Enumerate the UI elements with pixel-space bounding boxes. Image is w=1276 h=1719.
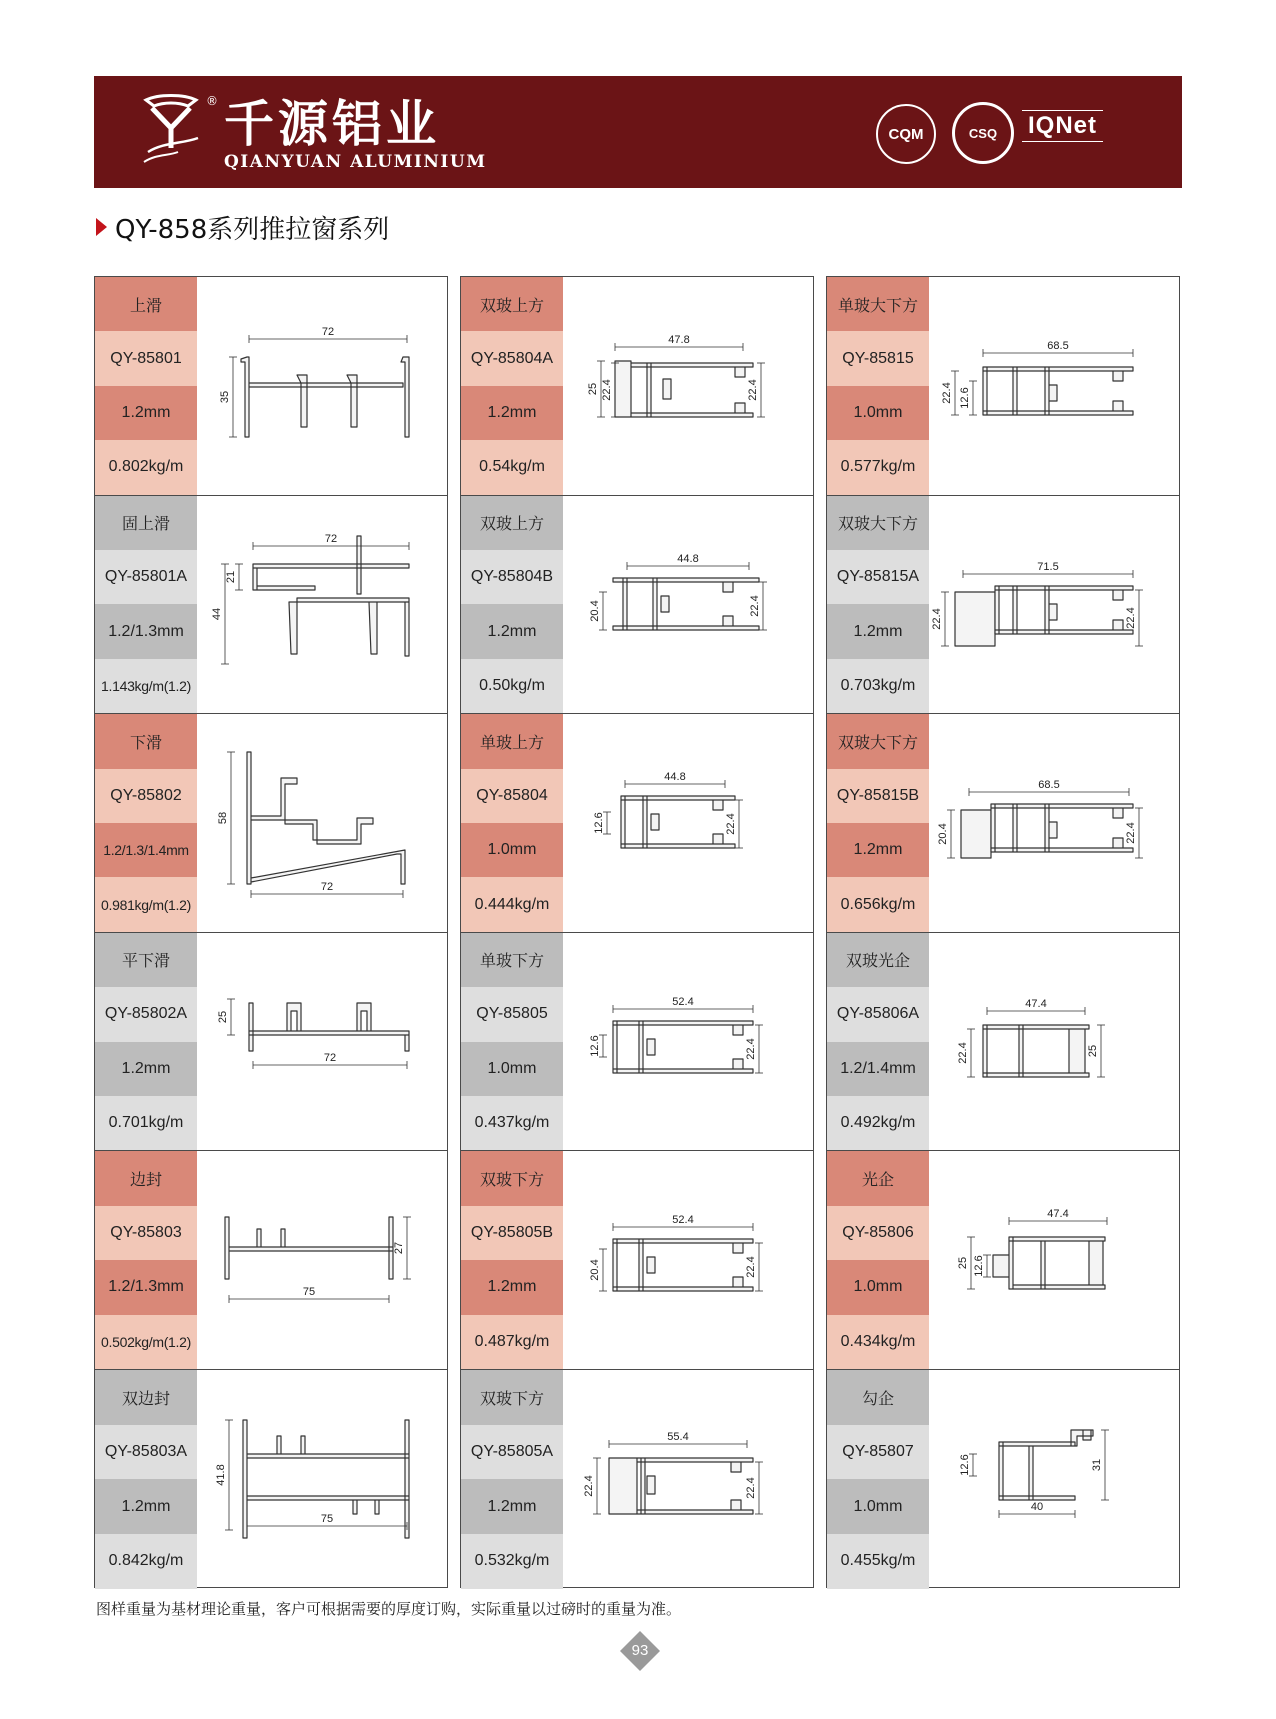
- profile-name: 双玻大下方: [827, 714, 929, 768]
- brand-name-cn: 千源铝业: [224, 95, 440, 153]
- profile-name: 单玻大下方: [827, 277, 929, 331]
- profile-info: [95, 277, 197, 495]
- profile-drawing-icon: [929, 933, 1179, 1151]
- profile-thickness: 1.2/1.3mm: [95, 604, 197, 658]
- profile-drawing: [563, 1370, 813, 1589]
- profile-thickness: 1.2mm: [461, 1260, 563, 1314]
- profile-drawing-icon: [563, 496, 813, 714]
- profile-info: [827, 1151, 929, 1369]
- profile-info: [827, 277, 929, 495]
- profile-card: [461, 933, 813, 1152]
- profile-drawing: [563, 496, 813, 714]
- profile-info: [827, 933, 929, 1151]
- dimension-label: 27: [393, 1242, 405, 1255]
- profile-drawing: [563, 1151, 813, 1369]
- profile-weight: 1.143kg/m(1.2): [95, 659, 197, 713]
- profile-weight: 0.577kg/m: [827, 440, 929, 494]
- profile-card: [827, 714, 1179, 933]
- profile-thickness: 1.2mm: [461, 604, 563, 658]
- profile-card: [95, 277, 447, 496]
- profile-card: [95, 714, 447, 933]
- profile-drawing-icon: [929, 714, 1179, 932]
- profile-card: [95, 496, 447, 715]
- profile-column-1: [94, 276, 448, 1588]
- dimension-label: 12.6: [973, 1255, 985, 1278]
- profile-thickness: 1.0mm: [827, 1260, 929, 1314]
- profile-name: 上滑: [95, 277, 197, 331]
- dimension-label: 22.4: [1125, 822, 1137, 844]
- dimension-label: 44.8: [664, 771, 686, 784]
- profile-thickness: 1.2/1.3mm: [95, 1260, 197, 1314]
- profile-card: [827, 277, 1179, 496]
- profile-drawing-icon: [197, 1370, 447, 1588]
- profile-drawing-icon: [197, 277, 447, 495]
- profile-info: [461, 714, 563, 932]
- profile-drawing-icon: [929, 277, 1179, 495]
- profile-info: [461, 277, 563, 495]
- profile-outline: [991, 804, 1133, 852]
- profile-name: 边封: [95, 1151, 197, 1205]
- profile-card: [827, 496, 1179, 715]
- dimension-label: 47.4: [1047, 1208, 1069, 1221]
- profile-card: [461, 277, 813, 496]
- dimension-label: 71.5: [1037, 560, 1059, 573]
- profile-code: QY-85801: [95, 331, 197, 385]
- profile-weight: 0.455kg/m: [827, 1534, 929, 1589]
- profile-weight: 0.532kg/m: [461, 1534, 563, 1589]
- dimension-label: 31: [1091, 1458, 1103, 1472]
- profile-drawing: [197, 1370, 447, 1589]
- dimension-label: 22.4: [957, 1042, 969, 1064]
- profile-drawing-icon: [929, 1370, 1179, 1588]
- profile-drawing: [197, 277, 447, 495]
- profile-thickness: 1.2mm: [95, 386, 197, 440]
- profile-thickness: 1.0mm: [461, 823, 563, 877]
- dimension-label: 75: [302, 1286, 316, 1299]
- dimension-label: 75: [320, 1512, 334, 1525]
- profile-code: QY-85815A: [827, 550, 929, 604]
- profile-outline: [613, 578, 759, 630]
- dimension-label: 72: [321, 326, 335, 338]
- profile-thickness: 1.2/1.4mm: [827, 1042, 929, 1096]
- profile-code: QY-85815B: [827, 769, 929, 823]
- profile-drawing: [563, 714, 813, 932]
- profile-info: [827, 1370, 929, 1589]
- dimension-label: 22.4: [725, 813, 737, 835]
- dimension-label: 20.4: [589, 1259, 601, 1282]
- dimension-label: 47.8: [668, 334, 690, 346]
- profile-code: QY-85805B: [461, 1206, 563, 1260]
- profile-drawing-icon: [563, 277, 813, 495]
- dimension-label: 22.4: [747, 379, 759, 401]
- profile-name: 光企: [827, 1151, 929, 1205]
- title-arrow-icon: [96, 218, 107, 236]
- dimension-label: 44.8: [677, 552, 699, 565]
- dimension-label: 22.4: [931, 607, 943, 630]
- brand-name-en: QIANYUAN ALUMINIUM: [224, 152, 487, 172]
- profile-name: 下滑: [95, 714, 197, 768]
- profile-drawing-icon: [563, 714, 813, 932]
- dimension-label: 12.6: [589, 1035, 601, 1057]
- profile-weight: 0.981kg/m(1.2): [95, 877, 197, 931]
- profile-drawing: [929, 1151, 1179, 1369]
- dimension-label: 35: [219, 390, 231, 404]
- profile-drawing: [929, 1370, 1179, 1589]
- profile-drawing-icon: [563, 1370, 813, 1588]
- dimension-label: 55.4: [667, 1430, 689, 1443]
- profile-drawing-icon: [197, 933, 447, 1151]
- profile-drawing: [197, 933, 447, 1151]
- profile-drawing: [929, 714, 1179, 932]
- profile-outline: [613, 1239, 753, 1291]
- dimension-label: 40: [1030, 1500, 1044, 1513]
- profile-thickness: 1.2mm: [827, 823, 929, 877]
- profile-outline: [613, 1021, 753, 1073]
- profile-card: [827, 1370, 1179, 1589]
- profile-code: QY-85801A: [95, 550, 197, 604]
- profile-thickness: 1.2mm: [461, 1479, 563, 1534]
- profile-name: 双玻上方: [461, 496, 563, 550]
- cqm-cert-icon: CQM: [876, 104, 936, 164]
- dimension-label: 20.4: [937, 823, 949, 845]
- dimension-label: 22.4: [745, 1477, 757, 1499]
- profile-outline: [615, 361, 753, 417]
- dimension-label: 47.4: [1025, 997, 1047, 1010]
- profile-info: [461, 1151, 563, 1369]
- profile-outline: [983, 1025, 1089, 1077]
- dimension-label: 12.6: [959, 1454, 971, 1476]
- profile-code: QY-85803A: [95, 1425, 197, 1480]
- profile-weight: 0.842kg/m: [95, 1534, 197, 1589]
- profile-drawing-icon: [197, 714, 447, 932]
- section-title: [96, 210, 389, 244]
- profile-name: 平下滑: [95, 933, 197, 987]
- dimension-label: 25: [217, 1010, 229, 1023]
- profile-name: 单玻上方: [461, 714, 563, 768]
- dimension-label: 72: [324, 532, 338, 545]
- profile-thickness: 1.2mm: [827, 604, 929, 658]
- csq-cert-icon: CSQ: [952, 102, 1014, 164]
- dimension-label: 12.6: [593, 812, 605, 834]
- dimension-label: 12.6: [959, 387, 971, 409]
- profile-drawing-icon: [563, 933, 813, 1151]
- dimension-label: 44: [211, 607, 223, 620]
- profile-info: [461, 1370, 563, 1589]
- dimension-label: 22.4: [1125, 606, 1137, 629]
- profile-weight: 0.502kg/m(1.2): [95, 1315, 197, 1369]
- profile-thickness: 1.2mm: [461, 386, 563, 440]
- dimension-label: 22.4: [601, 379, 613, 401]
- profile-name: 固上滑: [95, 496, 197, 550]
- dimension-label: 22.4: [749, 594, 761, 617]
- profile-card: [95, 933, 447, 1152]
- profile-info: [95, 496, 197, 714]
- dimension-label: 68.5: [1038, 779, 1060, 792]
- profile-outline: [247, 752, 405, 884]
- profile-drawing: [563, 277, 813, 495]
- profile-card: [827, 933, 1179, 1152]
- profile-code: QY-85804: [461, 769, 563, 823]
- iqnet-cert-icon: IQNet: [1022, 110, 1103, 142]
- profile-card: [461, 714, 813, 933]
- profile-column-3: [826, 276, 1180, 1588]
- profile-card: [461, 1370, 813, 1589]
- profile-outline: [983, 367, 1133, 415]
- dimension-label: 52.4: [672, 995, 694, 1008]
- profile-drawing: [563, 933, 813, 1151]
- dimension-label: 22.4: [745, 1038, 757, 1060]
- profile-name: 双玻光企: [827, 933, 929, 987]
- profile-outline: [995, 586, 1133, 634]
- qianyuan-logo-icon: [138, 92, 204, 164]
- profile-card: [461, 1151, 813, 1370]
- profile-weight: 0.50kg/m: [461, 659, 563, 713]
- profile-code: QY-85806: [827, 1206, 929, 1260]
- profile-code: QY-85804A: [461, 331, 563, 385]
- dimension-label: 41.8: [215, 1464, 227, 1486]
- dimension-label: 25: [587, 382, 599, 396]
- profile-code: QY-85803: [95, 1206, 197, 1260]
- dimension-label: 22.4: [583, 1475, 595, 1497]
- profile-info: [461, 933, 563, 1151]
- profile-name: 双玻大下方: [827, 496, 929, 550]
- profile-weight: 0.492kg/m: [827, 1096, 929, 1150]
- profile-info: [827, 714, 929, 932]
- profile-name: 双玻下方: [461, 1151, 563, 1205]
- profile-weight: 0.434kg/m: [827, 1315, 929, 1369]
- profile-name: 双边封: [95, 1370, 197, 1425]
- profile-code: QY-85805: [461, 987, 563, 1041]
- profile-weight: 0.656kg/m: [827, 877, 929, 931]
- profile-column-2: [460, 276, 814, 1588]
- profile-outline: [955, 592, 995, 646]
- profile-name: 双玻上方: [461, 277, 563, 331]
- profile-name: 双玻下方: [461, 1370, 563, 1425]
- profile-weight: 0.487kg/m: [461, 1315, 563, 1369]
- dimension-label: 72: [323, 1051, 337, 1064]
- profile-drawing-icon: [563, 1151, 813, 1369]
- profile-card: [461, 496, 813, 715]
- profile-outline: [241, 357, 409, 437]
- profile-drawing: [197, 1151, 447, 1369]
- profile-drawing: [197, 714, 447, 932]
- profile-weight: 0.802kg/m: [95, 440, 197, 494]
- profile-outline: [961, 810, 991, 858]
- profile-weight: 0.54kg/m: [461, 440, 563, 494]
- profile-outline: [621, 796, 735, 848]
- profile-code: QY-85804B: [461, 550, 563, 604]
- profile-drawing: [929, 933, 1179, 1151]
- profile-code: QY-85815: [827, 331, 929, 385]
- dimension-label: 68.5: [1047, 340, 1069, 352]
- dimension-label: 58: [217, 812, 229, 825]
- profile-name: 勾企: [827, 1370, 929, 1425]
- profile-thickness: 1.0mm: [461, 1042, 563, 1096]
- profile-outline: [993, 1237, 1105, 1289]
- dimension-label: 52.4: [672, 1214, 694, 1227]
- footnote: 图样重量为基材理论重量，客户可根据需要的厚度订购，实际重量以过磅时的重量为准。: [96, 1600, 682, 1618]
- profile-thickness: 1.0mm: [827, 386, 929, 440]
- profile-drawing-icon: [197, 496, 447, 714]
- profile-thickness: 1.2mm: [95, 1479, 197, 1534]
- page-number: 93: [631, 1642, 649, 1659]
- profile-code: QY-85807: [827, 1425, 929, 1480]
- dimension-label: 25: [1087, 1044, 1099, 1057]
- registered-mark: ®: [206, 94, 218, 108]
- section-title-text: QY-858系列推拉窗系列: [115, 214, 390, 245]
- profile-outline: [249, 1003, 409, 1051]
- profile-weight: 0.444kg/m: [461, 877, 563, 931]
- profile-drawing-icon: [929, 496, 1179, 714]
- profile-name: 单玻下方: [461, 933, 563, 987]
- dimension-label: 72: [320, 881, 334, 894]
- profile-info: [95, 933, 197, 1151]
- dimension-label: 22.4: [941, 382, 953, 404]
- profile-info: [95, 1370, 197, 1589]
- profile-thickness: 1.0mm: [827, 1479, 929, 1534]
- profile-outline: [999, 1430, 1093, 1500]
- profile-drawing: [197, 496, 447, 714]
- dimension-label: 20.4: [589, 599, 601, 622]
- profile-outline: [225, 1217, 393, 1279]
- profile-code: QY-85806A: [827, 987, 929, 1041]
- profile-drawing: [929, 496, 1179, 714]
- profile-info: [95, 714, 197, 932]
- profile-info: [461, 496, 563, 714]
- dimension-label: 25: [957, 1257, 969, 1270]
- profile-weight: 0.437kg/m: [461, 1096, 563, 1150]
- profile-code: QY-85802A: [95, 987, 197, 1041]
- profile-card: [95, 1370, 447, 1589]
- profile-outline: [253, 536, 409, 656]
- profile-card: [95, 1151, 447, 1370]
- profile-code: QY-85805A: [461, 1425, 563, 1480]
- profile-weight: 0.701kg/m: [95, 1096, 197, 1150]
- profile-drawing-icon: [197, 1151, 447, 1369]
- profile-drawing-icon: [929, 1151, 1179, 1369]
- profile-thickness: 1.2mm: [95, 1042, 197, 1096]
- header-banner: [94, 76, 1182, 188]
- dimension-label: 21: [225, 570, 237, 583]
- profile-info: [827, 496, 929, 714]
- profile-outline: [609, 1458, 753, 1514]
- dimension-label: 22.4: [745, 1256, 757, 1279]
- profile-weight: 0.703kg/m: [827, 659, 929, 713]
- profile-info: [95, 1151, 197, 1369]
- profile-thickness: 1.2/1.3/1.4mm: [95, 823, 197, 877]
- profile-card: [827, 1151, 1179, 1370]
- profile-code: QY-85802: [95, 769, 197, 823]
- profile-drawing: [929, 277, 1179, 495]
